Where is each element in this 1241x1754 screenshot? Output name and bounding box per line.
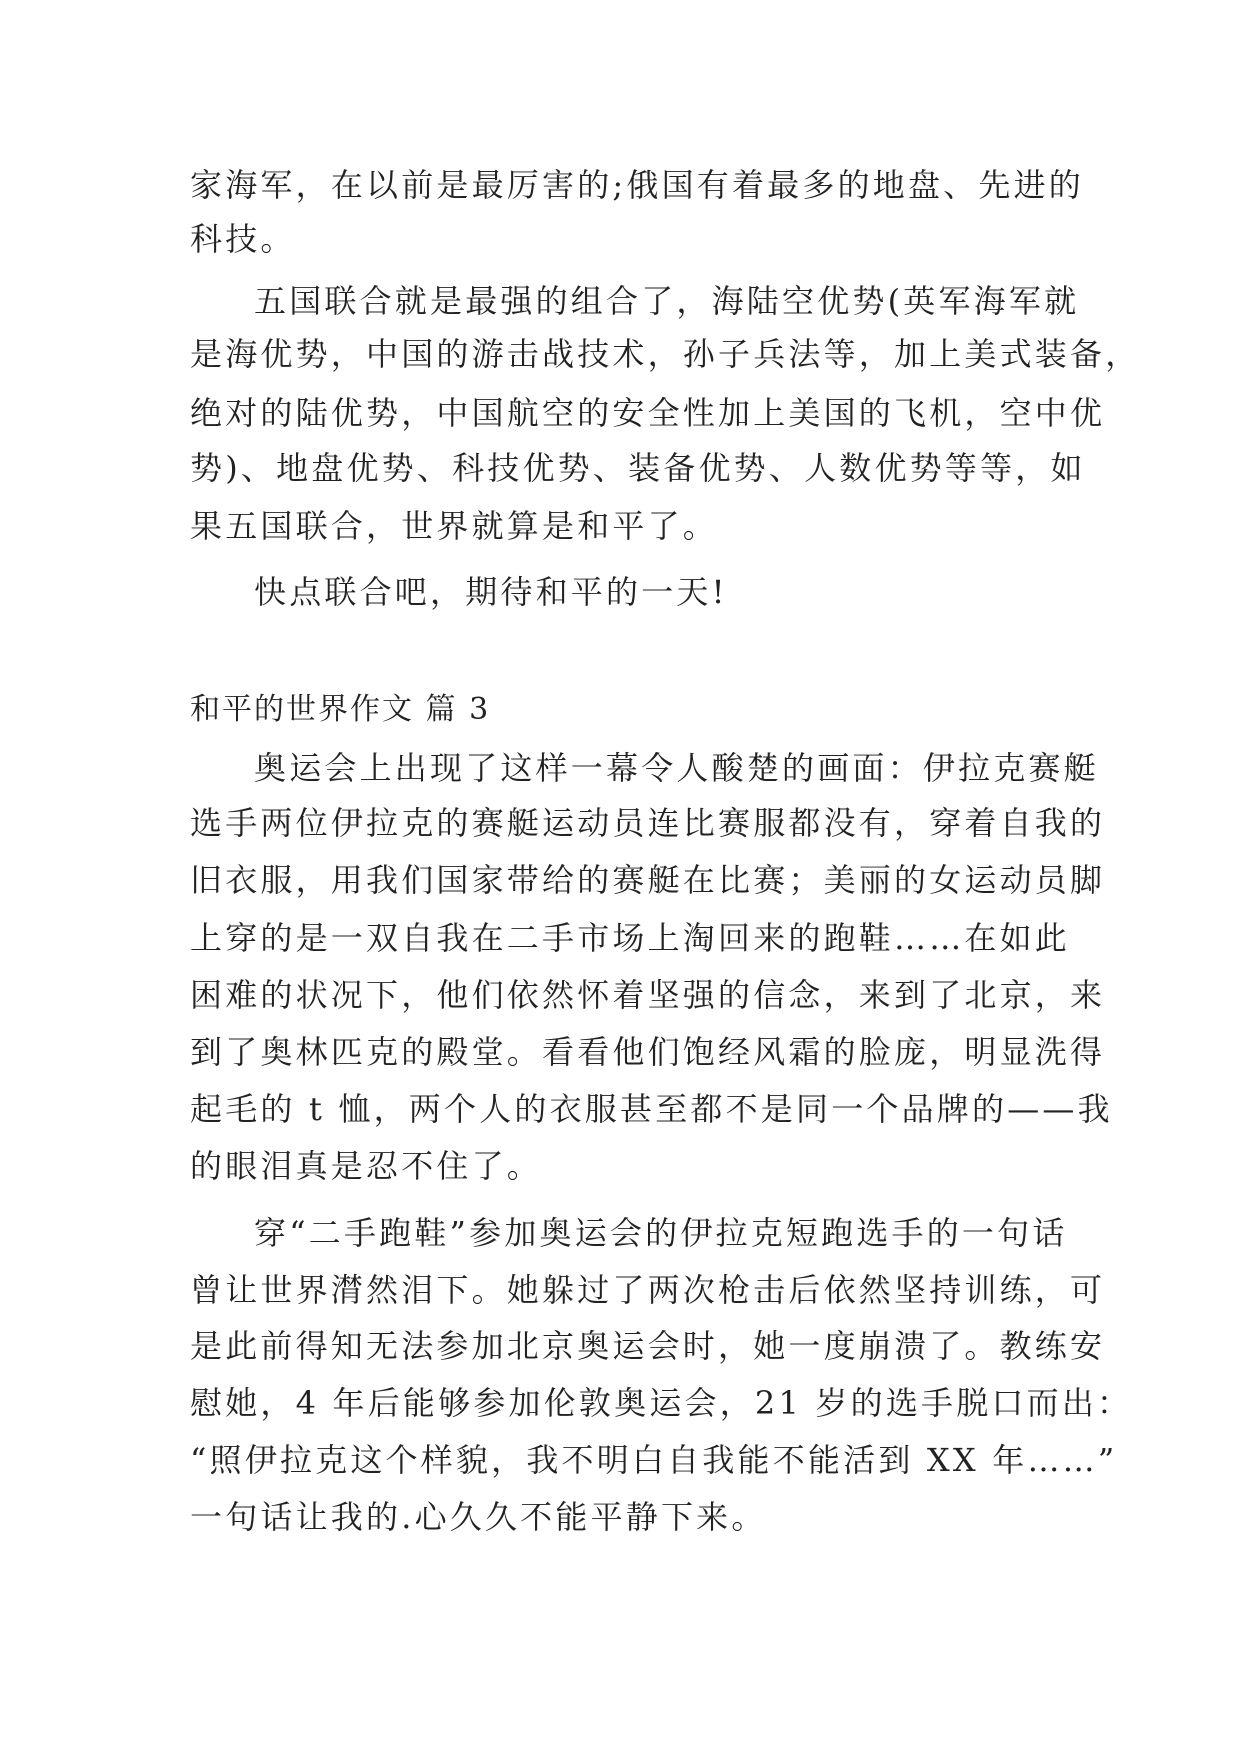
paragraph-5-line-5: “照伊拉克这个样貌，我不明白自我能不能活到 XX 年……”	[190, 1441, 1118, 1479]
paragraph-5-line-4: 慰她，4 年后能够参加伦敦奥运会，21 岁的选手脱口而出：	[190, 1384, 1133, 1422]
paragraph-4-line-2: 选手两位伊拉克的赛艇运动员连比赛服都没有，穿着自我的	[190, 804, 1106, 842]
paragraph-2-line-5: 果五国联合，世界就算是和平了。	[190, 507, 719, 545]
paragraph-1-line-1: 家海军，在以前是最厉害的;俄国有着最多的地盘、先进的	[190, 166, 1084, 204]
paragraph-5-line-1: 穿“二手跑鞋”参加奥运会的伊拉克短跑选手的一句话	[254, 1214, 1068, 1252]
paragraph-5-line-3: 是此前得知无法参加北京奥运会时，她一度崩溃了。教练安	[190, 1327, 1106, 1365]
paragraph-2-line-3: 绝对的陆优势，中国航空的安全性加上美国的飞机，空中优	[190, 394, 1106, 432]
paragraph-4-line-7: 起毛的 t 恤，两个人的衣服甚至都不是同一个品牌的——我	[190, 1090, 1113, 1128]
paragraph-2-line-1: 五国联合就是最强的组合了，海陆空优势(英军海军就	[254, 282, 1080, 320]
paragraph-5-line-6: 一句话让我的.心久久不能平静下来。	[190, 1498, 767, 1536]
paragraph-4-line-8: 的眼泪真是忍不住了。	[190, 1147, 543, 1185]
paragraph-2-line-2: 是海优势，中国的游击战技术，孙子兵法等，加上美式装备，	[190, 335, 1141, 373]
paragraph-2-line-4: 势)、地盘优势、科技优势、装备优势、人数优势等等，如	[190, 449, 1086, 487]
paragraph-4-line-5: 困难的状况下，他们依然怀着坚强的信念，来到了北京，来	[190, 976, 1106, 1014]
section-heading: 和平的世界作文 篇 3	[190, 692, 491, 727]
paragraph-1-line-2: 科技。	[190, 220, 296, 258]
paragraph-5-line-2: 曾让世界潸然泪下。她躲过了两次枪击后依然坚持训练，可	[190, 1271, 1106, 1309]
paragraph-4-line-6: 到了奥林匹克的殿堂。看看他们饱经风霜的脸庞，明显洗得	[190, 1033, 1106, 1071]
paragraph-4-line-3: 旧衣服，用我们国家带给的赛艇在比赛；美丽的女运动员脚	[190, 861, 1106, 899]
paragraph-4-line-4: 上穿的是一双自我在二手市场上淘回来的跑鞋……在如此	[190, 919, 1071, 957]
paragraph-3-line-1: 快点联合吧，期待和平的一天!	[254, 573, 728, 611]
paragraph-4-line-1: 奥运会上出现了这样一幕令人酸楚的画面：伊拉克赛艇	[254, 749, 1099, 787]
